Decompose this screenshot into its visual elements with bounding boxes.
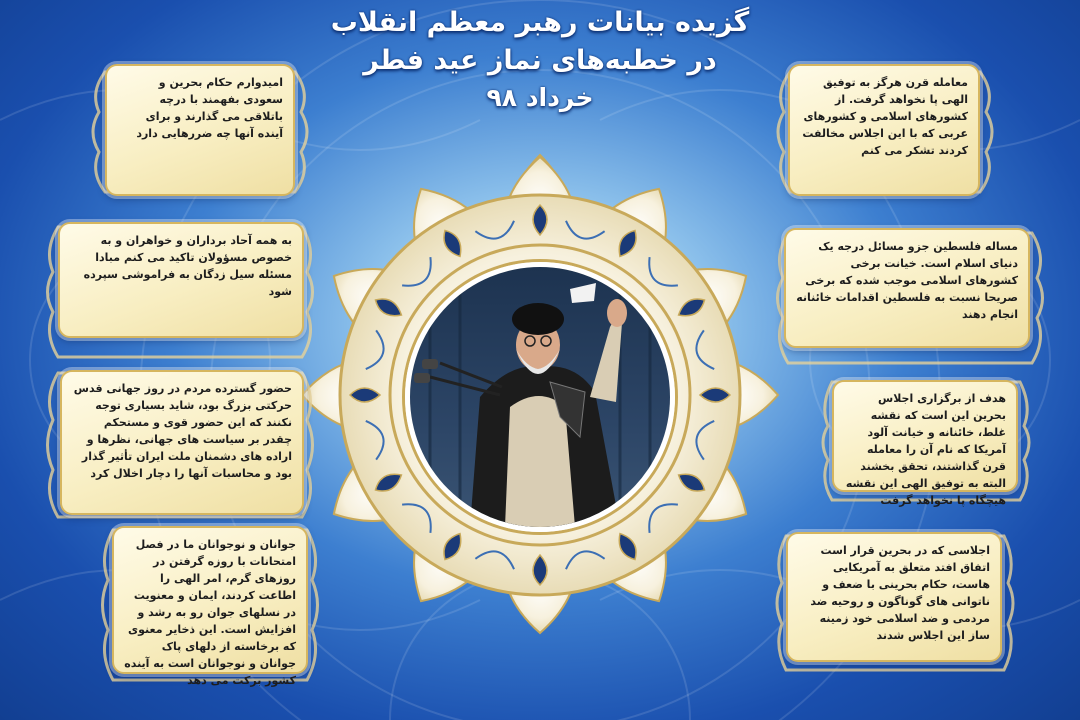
quote-text: جوانان و نوجوانان ما در فصل امتحانات با روزه گرفتن در روزهای گرم، امر الهی را اطاعت کردند، ایمان و معنویت در نسلهای جوان رو به رشد و افزایش است. این ذخایر معنوی که برخاسته از دلهای پاک جوانان و نوجوانان است به آینده کشور برکت می دهد	[124, 538, 296, 687]
quote-text: به همه آحاد برداران و خواهران و به خصوص مسؤولان تاکید می کنم مبادا مسئله سیل زدگان به فراموشی سپرده شود	[83, 234, 292, 298]
quote-card-left-1	[105, 64, 295, 196]
quote-card-right-4	[786, 532, 1002, 662]
page-title	[300, 4, 780, 116]
speaker-portrait	[405, 262, 675, 532]
quote-card-left-3	[60, 370, 304, 515]
quote-card-left-4	[112, 526, 308, 687]
quote-text: اجلاسی که در بحرین قرار است اتفاق افتد متعلق به آمریکایی هاست، حکام بحرینی با ضعف و ناتوانی های گوناگون و روحیه ضد مردمی و ضد اسلامی خود زمینه ساز این اجلاس شدند	[810, 544, 990, 642]
quote-text: امیدوارم حکام بحرین و سعودی بفهمند با درچه باتلاقی می گذارند و برای آینده آنها چه ضررهایی دارد	[136, 76, 283, 140]
quote-card-right-1	[788, 64, 980, 196]
quote-text: حضور گسترده مردم در روز جهانی قدس حرکتی بزرگ بود، شاید بسیاری توجه نکنند که این حضور قوی و مستحکم چقدر بر سیاست های جهانی، نظرها و اراده های دشمنان ملت ایران تأثیر گذار بود و محاسبات آنها را دچار اخلال کرد	[73, 382, 292, 480]
quote-text: مساله فلسطین جزو مسائل درجه یک دنیای اسلام است. خیانت برخی کشورهای اسلامی موجب شده که برخی صریحا نسبت به فلسطین اقدامات خائنانه انجام دهند	[796, 240, 1018, 321]
portrait-image-icon	[410, 267, 670, 527]
quote-card-right-3	[832, 380, 1018, 507]
quote-text: هدف از برگزاری اجلاس بحرین این است که نقشه غلط، خائنانه و خیانت آلود آمریکا که نام آن را معامله قرن گذاشتند، تحقق بخشند البته به توفیق الهی این نقشه هیچگاه پا نخواهد گرفت	[845, 392, 1006, 507]
quote-card-left-2	[58, 222, 304, 338]
quote-text: معامله قرن هرگز به توفیق الهی پا نخواهد گرفت. از کشورهای اسلامی و کشورهای عربی که با این اجلاس مخالفت کردند تشکر می کنم	[802, 76, 968, 157]
title-line-3: خرداد ۹۸	[486, 83, 594, 112]
title-line-1: گزیده بیانات رهبر معظم انقلاب	[330, 7, 750, 38]
quote-card-right-2	[784, 228, 1030, 348]
title-line-2: در خطبه‌های نماز عید فطر	[363, 45, 717, 76]
